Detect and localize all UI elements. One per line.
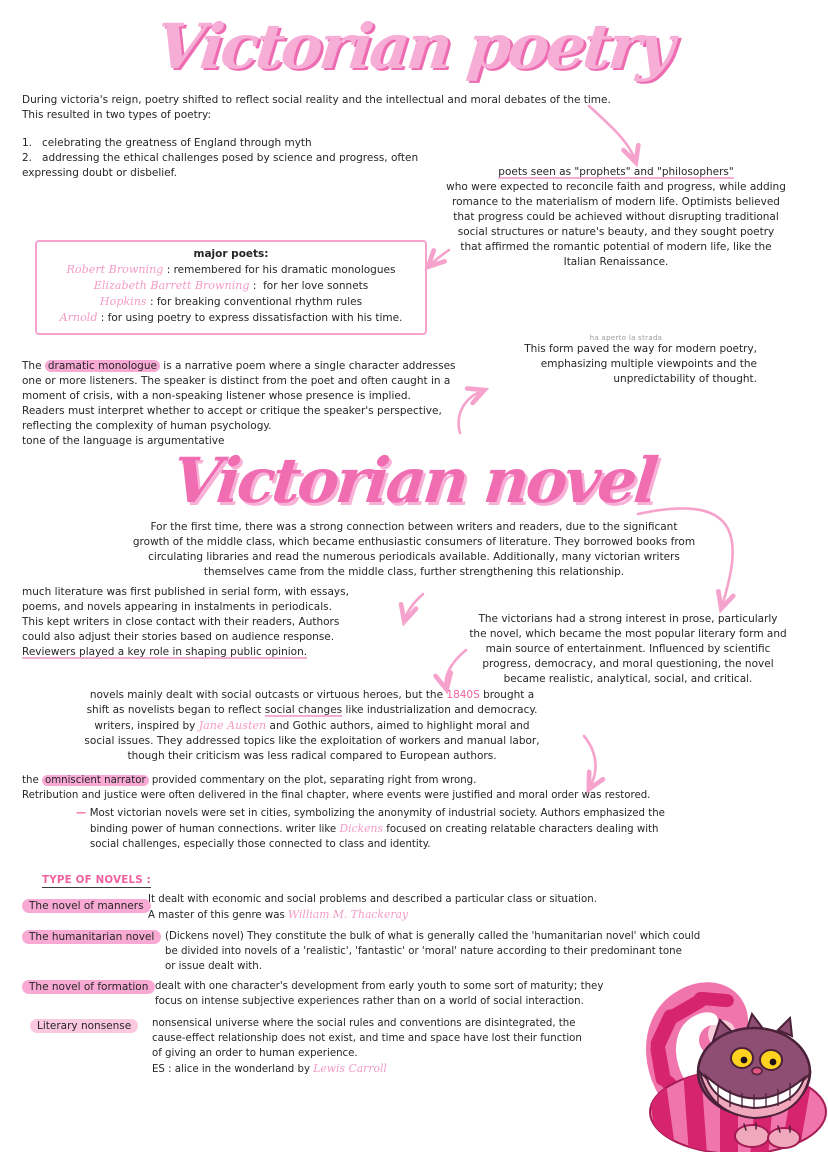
arrow-to-1840s-paragraph	[436, 646, 472, 692]
novel-intro: For the first time, there was a strong connection between writers and readers, due to the significant growth of the middle class, which became enthusiastic consumers of literature. They borrowed books from circulating libraries and read the numerous periodicals available. Additionally, many victorian writers themselves came from the middle class, further strengthening this relationship.	[132, 521, 696, 578]
major-poets-heading: major poets:	[193, 248, 269, 260]
novel-type-label-humanitarian: The humanitarian novel	[22, 930, 161, 944]
paved-way-annotation: ha aperto la strada	[589, 334, 663, 342]
omniscient-narrator-paragraph: the omniscient narrator provided commentary on the plot, separating right from wrong. Retribution and justice were often delivered in the final chapter, where events were justified and moral order was restored.	[22, 775, 651, 801]
novel-type-row	[22, 931, 161, 943]
novel-type-text-formation: dealt with one character's development from early youth to some sort of maturity; they focus on intense subjective experiences rather than on a world of social interaction.	[155, 981, 604, 1007]
novel-type-text-manners: It dealt with economic and social problems and described a particular class or situation. A master of this genre was William M. Thackeray	[148, 894, 597, 921]
dramatic-monologue-paragraph: The dramatic monologue is a narrative poem where a single character addresses one or more listeners. The speaker is distinct from the poet and often caught in a moment of crisis, with a non-speaking listener whose presence is implied. Readers must interpret whether to accept or critique the speaker's perspective, reflecting the complexity of human psychology. tone of the language is argumentative	[22, 360, 456, 447]
arrow-to-poets-box	[423, 246, 453, 272]
city-novels-paragraph: — Most victorian novels were set in cities, symbolizing the anonymity of industrial society. Authors emphasized the binding power of human connections. writer like Dickens focused on creating relatable characters dealing with social challenges, especially those connected to class and identity.	[76, 808, 665, 850]
novel-type-text-nonsense: nonsensical universe where the social rules and conventions are disintegrated, the cause-effect relationship does not exist, and time and space have lost their function of giving an order to human experience. ES : alice in the wonderland by Lewis Carroll	[152, 1018, 582, 1075]
novel-type-row	[22, 981, 155, 993]
major-poets-list: Robert Browning : remembered for his dramatic monologues Elizabeth Barrett Browning : for her love sonnets Hopkins : for breaking conventional rhythm rules Arnold : for using poetry to express dissatisfaction with his time.	[59, 263, 403, 324]
cheshire-cat-illustration	[634, 966, 828, 1152]
novel-type-label-manners: The novel of manners	[22, 899, 151, 913]
novel-type-label-nonsense: Literary nonsense	[30, 1019, 138, 1033]
major-poets-box	[35, 240, 427, 335]
novel-type-text-humanitarian: (Dickens novel) They constitute the bulk of what is generally called the 'humanitarian novel' which could be divided into novels of a 'realistic', 'fantastic' or 'moral' nature according to their predominant tone or issue dealt with.	[165, 931, 701, 972]
poetry-types-list: 1. celebrating the greatness of England through myth 2. addressing the ethical challenges posed by science and progress, often expressing doubt or disbelief.	[22, 137, 419, 179]
check-arrow	[395, 590, 427, 626]
novel-type-row	[22, 900, 151, 912]
type-of-novels-heading: TYPE OF NOVELS :	[42, 874, 151, 886]
serial-publication-paragraph: much literature was first published in serial form, with essays, poems, and novels appearing in instalments in periodicals. This kept writers in close contact with their readers, Authors could also adjust their stories based on audience response. Reviewers played a key role in shaping public opinion.	[22, 586, 349, 658]
page-title-victorian-poetry: Victorian poetry	[152, 10, 676, 83]
victorians-prose-note: The victorians had a strong interest in prose, particularly the novel, which became the most popular literary form and main source of entertainment. Influenced by scientific progress, democracy, and moral questioning, the novel became realistic, analytical, social, and critical.	[469, 613, 787, 685]
novel-type-row	[30, 1020, 138, 1032]
page-title-victorian-novel: Victorian novel	[169, 444, 659, 517]
poetry-intro: During victoria's reign, poetry shifted to reflect social reality and the intellectual and moral debates of the time. This resulted in two types of poetry:	[22, 94, 611, 121]
curved-arrow-to-prophets	[583, 102, 653, 174]
prophets-note: poets seen as "prophets" and "philosophers" who were expected to reconcile faith and progress, while adding romance to the materialism of modern life. Optimists believed that progress could be achieved without disrupting traditional social structures or nature's beauty, and they sought poetry that affirmed the romantic potential of modern life, like the Italian Renaissance.	[446, 166, 786, 268]
novels-1840s-paragraph: novels mainly dealt with social outcasts or virtuous heroes, but the 1840S brought a shift as novelists began to reflect social changes like industrialization and democracy. writers, inspired by Jane Austen and Gothic authors, aimed to highlight moral and social issues. They addressed topics like the exploitation of workers and manual labor, though their criticism was less radical compared to European authors.	[84, 689, 540, 762]
paved-way-note: This form paved the way for modern poetry, emphasizing multiple viewpoints and the unpredictability of thought.	[524, 343, 757, 385]
novel-type-label-formation: The novel of formation	[22, 980, 155, 994]
